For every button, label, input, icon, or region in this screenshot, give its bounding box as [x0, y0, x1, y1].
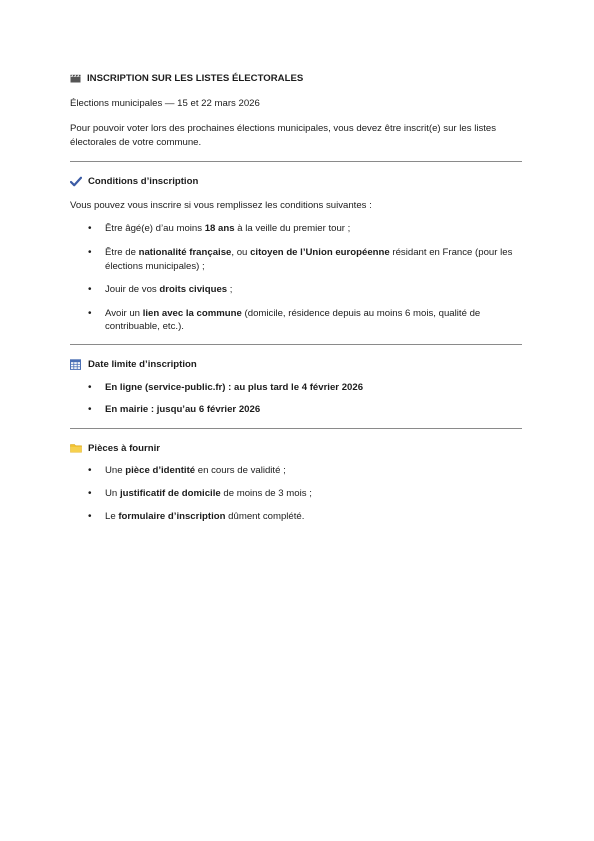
item-text: Avoir un: [105, 307, 143, 319]
folder-icon: [70, 443, 82, 454]
bullet: •: [88, 246, 92, 258]
deadline-heading-text: Date limite d’inscription: [88, 358, 197, 370]
bullet: •: [88, 487, 92, 499]
bullet: •: [88, 307, 92, 319]
bullet: •: [88, 404, 92, 416]
item-emphasis: nationalité française: [138, 246, 232, 258]
list-item: [70, 307, 522, 334]
intro-line: Pour pouvoir voter lors des prochaines élections municipales, vous devez être inscrit(e) sur les listes: [70, 123, 497, 135]
deadline-online: En ligne (service-public.fr) : au plus tard le 4 février 2026: [105, 381, 364, 393]
item-text: (domicile, résidence depuis au moins 6 mois, qualité de: [241, 307, 481, 319]
clapperboard-icon: [70, 74, 81, 83]
document-content: [70, 72, 522, 523]
item-text: Jouir de vos: [105, 284, 160, 296]
page-title: [70, 72, 522, 86]
list-item: [70, 403, 522, 417]
list-item: [70, 487, 522, 501]
bullet: •: [88, 381, 92, 393]
item-text: Être âgé(e) d’au moins: [105, 223, 205, 235]
item-text: à la veille du premier tour ;: [234, 223, 351, 235]
item-emphasis: droits civiques: [159, 284, 228, 296]
intro-line: électorales de votre commune.: [70, 137, 202, 149]
item-emphasis: justificatif de domicile: [119, 487, 221, 499]
conditions-lead: Vous pouvez vous inscrire si vous remplissez les conditions suivantes :: [70, 199, 372, 211]
section-divider: [70, 344, 522, 345]
item-text: élections municipales) ;: [105, 260, 205, 272]
bullet: •: [88, 284, 92, 296]
list-item: [70, 464, 522, 478]
item-text: en cours de validité ;: [195, 465, 286, 477]
list-item: [70, 381, 522, 395]
item-text: Une: [105, 465, 126, 477]
list-item: [70, 246, 522, 273]
item-text: Le: [105, 510, 119, 522]
calendar-icon: [70, 359, 82, 370]
bullet: •: [88, 465, 92, 477]
documents-list: [70, 464, 522, 523]
item-emphasis: pièce d’identité: [125, 465, 196, 477]
item-text: contribuable, etc.).: [105, 321, 184, 333]
deadline-town-hall: En mairie : jusqu’au 6 février 2026: [105, 404, 261, 416]
item-text: résidant en France (pour les: [389, 246, 513, 258]
item-text: ;: [227, 284, 233, 296]
conditions-heading-text: Conditions d’inscription: [88, 176, 199, 188]
election-dates: Élections municipales — 15 et 22 mars 2026: [70, 97, 260, 109]
section-divider: [70, 161, 522, 162]
item-emphasis: citoyen de l’Union européenne: [250, 246, 390, 258]
item-emphasis: formulaire d’inscription: [118, 510, 226, 522]
deadline-heading: [70, 358, 522, 372]
list-item: [70, 222, 522, 236]
bullet: •: [88, 223, 92, 235]
bullet: •: [88, 510, 92, 522]
section-divider: [70, 428, 522, 429]
conditions-list: [70, 222, 522, 334]
item-text: Un: [105, 487, 120, 499]
item-emphasis: lien avec la commune: [142, 307, 242, 319]
intro-paragraph: [70, 122, 522, 150]
list-item: [70, 283, 522, 297]
list-item: [70, 510, 522, 524]
item-text: Être de: [105, 246, 139, 258]
documents-heading-text: Pièces à fournir: [88, 442, 160, 454]
documents-heading: [70, 442, 522, 456]
checkmark-icon: [70, 176, 82, 187]
item-emphasis: 18 ans: [204, 223, 235, 235]
item-text: dûment complété.: [225, 510, 305, 522]
conditions-heading: [70, 175, 522, 189]
deadline-list: [70, 381, 522, 417]
item-text: , ou: [231, 246, 251, 258]
page-title-text: INSCRIPTION SUR LES LISTES ÉLECTORALES: [87, 73, 304, 84]
item-text: de moins de 3 mois ;: [220, 487, 312, 499]
